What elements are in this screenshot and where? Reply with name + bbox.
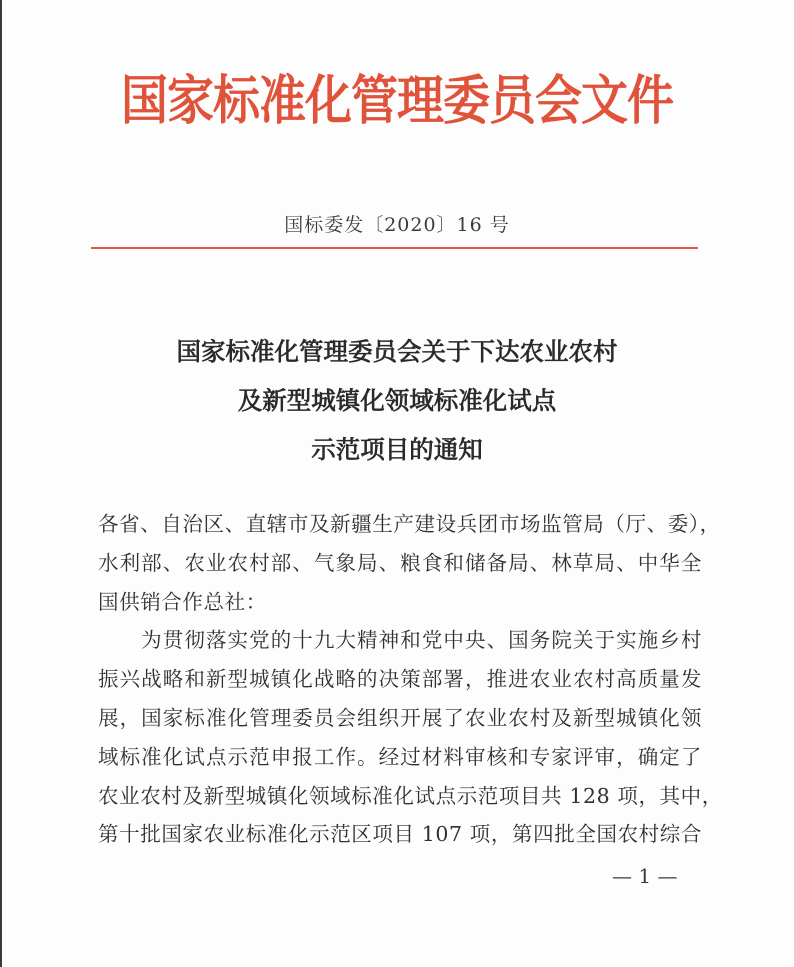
addressee-line: 国供销合作总社： [98, 589, 267, 614]
scan-edge [0, 0, 2, 967]
paragraph-line: 展，国家标准化管理委员会组织开展了农业农村及新型城镇化领 [98, 705, 702, 730]
page-number: — 1 — [612, 864, 678, 888]
red-divider [91, 247, 698, 249]
addressee-line: 各省、自治区、直辖市及新疆生产建设兵团市场监管局（厅、委）， [98, 512, 721, 536]
addressee-line: 水利部、农业农村部、气象局、粮食和储备局、林草局、中华全 [98, 550, 702, 575]
paragraph-line: 域标准化试点示范申报工作。经过材料审核和专家评审，确定了 [98, 744, 702, 769]
document-title [0, 327, 794, 474]
paragraph-line: 农业农村及新型城镇化领域标准化试点示范项目共 128 项，其中， [98, 783, 723, 808]
paragraph-line: 振兴战略和新型城镇化战略的决策部署，推进农业农村高质量发 [98, 667, 702, 692]
masthead-title: 国家标准化管理委员会文件 [121, 70, 673, 132]
title-line: 示范项目的通知 [311, 435, 483, 464]
title-line: 国家标准化管理委员会关于下达农业农村 [176, 337, 618, 366]
document-number: 国标委发〔2020〕16 号 [284, 214, 510, 236]
paragraph-line: 为贯彻落实党的十九大精神和党中央、国务院关于实施乡村 [98, 628, 702, 653]
title-line: 及新型城镇化领域标准化试点 [237, 386, 557, 415]
document-body [98, 505, 723, 854]
paragraph-line: 第十批国家农业标准化示范区项目 107 项，第四批全国农村综合 [98, 822, 702, 847]
